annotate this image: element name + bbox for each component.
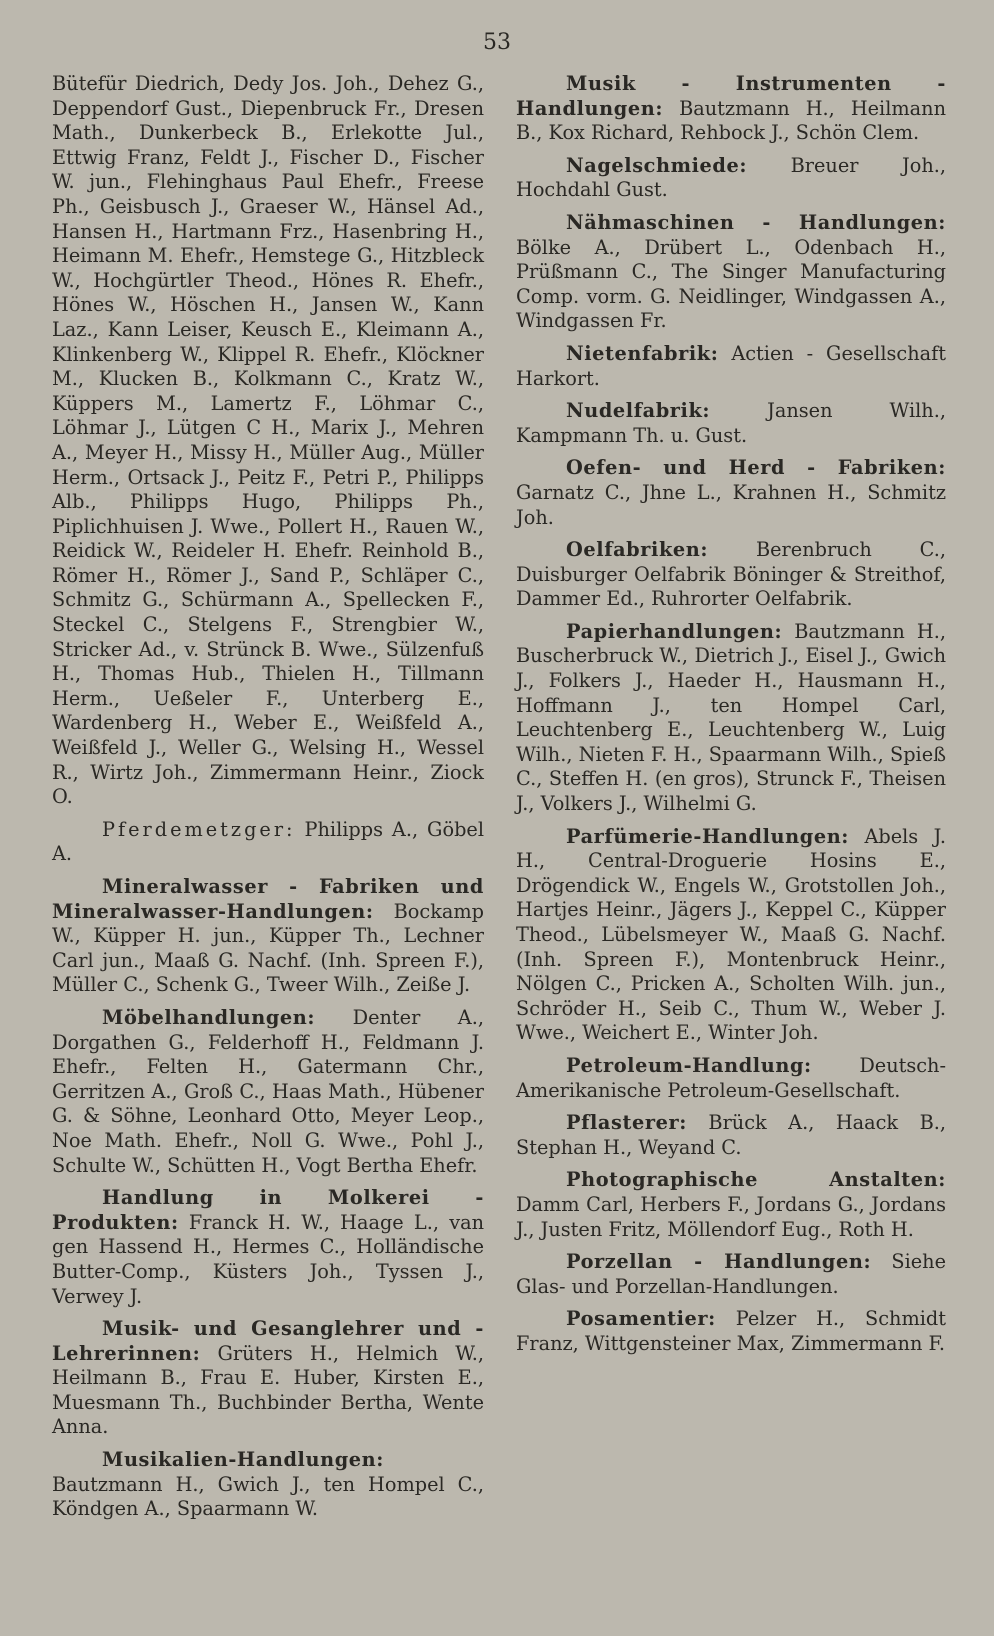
category-entries: Brück A., Haack B., Stephan H., Weyand C. [516, 1111, 946, 1159]
category-entries: Bautzmann H., Buscherbruck W., Dietrich J., Eisel J., Gwich J., Folkers J., Haeder H., Hausmann H., Hoffmann J., ten Hompel Carl, Leuchtenberg E., Leuchtenberg W., Luig Wilh., Nieten F. H., Spaarmann Wilh., Spieß C., Steffen H. (en gros), Strunck F., Theisen J., Volkers J., Wilhelmi G. [516, 619, 946, 816]
category-moebel [52, 1006, 484, 1178]
category-photographie [516, 1168, 946, 1242]
category-heading: Petroleum-Handlung: [566, 1053, 812, 1077]
category-entries: Deutsch-Amerikanische Petroleum-Gesellschaft. [516, 1053, 946, 1102]
category-heading: Oelfabriken: [566, 538, 709, 562]
category-heading: Handlung in Molkerei - Produkten: [52, 1186, 484, 1234]
category-heading: Parfümerie-Handlungen: [566, 824, 850, 848]
category-heading: Porzellan - Handlungen: [566, 1250, 872, 1274]
category-entries: Jansen Wilh., Kampmann Th. u. Gust. [516, 399, 946, 447]
category-nudelfabrik [516, 399, 946, 448]
category-heading: Nietenfabrik: [566, 341, 719, 365]
category-nagelschmiede [516, 154, 946, 203]
category-heading: Musik- und Gesanglehrer und -Lehrerinnen: [52, 1317, 484, 1365]
category-mineralwasser [52, 875, 484, 998]
category-heading: Mineralwasser - Fabriken und Mineralwasser-Handlungen: [52, 875, 484, 923]
category-entries: Berenbruch C., Duisburger Oelfabrik Böninger & Streithof, Dammer Ed., Ruhrorter Oelfabrik. [516, 538, 946, 611]
category-musiklehrer [52, 1317, 484, 1440]
category-entries: Philipps A., Göbel A. [52, 817, 484, 866]
category-entries: Grüters H., Helmich W., Heilmann B., Frau E. Huber, Kirsten E., Muesmann Th., Buchbinder Bertha, Wente Anna. [52, 1341, 484, 1439]
category-oelfabriken [516, 538, 946, 612]
category-naehmaschinen [516, 211, 946, 334]
category-entries: Damm Carl, Herbers F., Jordans G., Jordans J., Justen Fritz, Möllendorf Eug., Roth H. [516, 1192, 946, 1241]
category-entries: Denter A., Dorgathen G., Felderhoff H., Feldmann J. Ehefr., Felten H., Gatermann Chr., Gerritzen A., Groß C., Haas Math., Hübener G. & Söhne, Leonhard Otto, Meyer Leop., Noe Math. Ehefr., Noll G. Wwe., Pohl J., Schulte W., Schütten H., Vogt Bertha Ehefr. [52, 1005, 484, 1177]
category-heading: Pferdemetzger: [102, 817, 296, 841]
category-porzellan [516, 1250, 946, 1299]
category-heading: Nagelschmiede: [566, 153, 748, 177]
category-entries: Siehe Glas- und Porzellan-Handlungen. [516, 1250, 946, 1298]
category-heading: Möbelhandlungen: [102, 1005, 316, 1029]
category-entries: Abels J. H., Central-Droguerie Hosins E., Drögendick W., Engels W., Grotstollen Joh., Hartjes Heinr., Jägers J., Keppel C., Küpper Theod., Lübelsmeyer W., Maaß G. Nachf. (Inh. Spreen F.), Montenbruck Heinr., Nölgen C., Pricken A., Scholten Wilh. jun., Schröder H., Seib C., Thum W., Weber J. Wwe., Weichert E., Winter Joh. [516, 824, 946, 1045]
category-instrumente [516, 72, 946, 146]
category-molkerei [52, 1186, 484, 1309]
category-entries: Bölke A., Drübert L., Odenbach H., Prüßmann C., The Singer Manufacturing Comp. vorm. G. Neidlinger, Windgassen A., Windgassen Fr. [516, 235, 946, 333]
category-heading: Nähmaschinen - Handlungen: [566, 210, 946, 234]
category-posamentier [516, 1307, 946, 1356]
entry-list: Bütefür Diedrich, Dedy Jos. Joh., Dehez G., Deppendorf Gust., Diepenbruck Fr., Dresen Math., Dunkerbeck B., Erlekotte Jul., Ettwig Franz, Feldt J., Fischer D., Fischer W. jun., Flehinghaus Paul Ehefr., Freese Ph., Geisbusch J., Graeser W., Hänsel Ad., Hansen H., Hartmann Frz., Hasenbring H., Heimann M. Ehefr., Hemstege G., Hitzbleck W., Hochgürtler Theod., Hönes R. Ehefr., Hönes W., Höschen H., Jansen W., Kann Laz., Kann Leiser, Keusch E., Kleimann A., Klinkenberg W., Klippel R. Ehefr., Klöckner M., Klucken B., Kolkmann C., Kratz W., Küppers M., Lamertz F., Löhmar C., Löhmar J., Lütgen C H., Marix J., Mehren A., Meyer H., Missy H., Müller Aug., Müller Herm., Ortsack J., Peitz F., Petri P., Philipps Alb., Philipps Hugo, Philipps Ph., Piplichhuisen J. Wwe., Pollert H., Rauen W., Reidick W., Reideler H. Ehefr. Reinhold B., Römer H., Römer J., Sand P., Schläper C., Schmitz G., Schürmann A., Spellecken F., Steckel C., Stelgens F., Strengbier W., Stricker Ad., v. Strünck B. Wwe., Sülzenfuß H., Thomas Hub., Thielen H., Tillmann Herm., Ueßeler F., Unterberg E., Wardenberg H., Weber E., Weißfeld A., Weißfeld J., Weller G., Welsing H., Wessel R., Wirtz Joh., Zimmermann Heinr., Ziock O. [52, 72, 484, 809]
category-entries: Franck H. W., Haage L., van gen Hassend H., Hermes C., Holländische Butter-Comp., Küsters Joh., Tyssen J., Verwey J. [52, 1210, 484, 1308]
category-petroleum [516, 1054, 946, 1103]
category-papier [516, 620, 946, 817]
category-heading: Pflasterer: [566, 1111, 687, 1135]
right-column [516, 72, 946, 1357]
category-heading: Musik - Instrumenten - Handlungen: [516, 72, 946, 120]
category-heading: Musikalien-Handlungen: [102, 1448, 384, 1472]
category-heading: Nudelfabrik: [566, 399, 711, 423]
category-heading: Oefen- und Herd - Fabriken: [566, 456, 946, 480]
category-parfuemerie [516, 825, 946, 1046]
left-column [52, 72, 484, 1522]
page-number: 53 [483, 30, 511, 55]
category-oefen [516, 456, 946, 530]
category-heading: Photographische Anstalten: [566, 1168, 946, 1192]
category-nietenfabrik [516, 342, 946, 391]
category-heading: Papierhandlungen: [566, 619, 783, 643]
category-musikalien [52, 1448, 484, 1522]
category-pflasterer [516, 1111, 946, 1160]
category-entries: Actien - Gesellschaft Harkort. [516, 341, 946, 390]
category-entries: Bockamp W., Küpper H. jun., Küpper Th., Lechner Carl jun., Maaß G. Nachf. (Inh. Spreen F.), Müller C., Schenk G., Tweer Wilh., Zeiße J. [52, 899, 484, 997]
category-entries: Bautzmann H., Gwich J., ten Hompel C., Köndgen A., Spaarmann W. [52, 1472, 484, 1521]
category-heading: Posamentier: [566, 1307, 716, 1331]
category-entries: Breuer Joh., Hochdahl Gust. [516, 153, 946, 202]
category-entries: Bautzmann H., Heilmann B., Kox Richard, Rehbock J., Schön Clem. [516, 96, 946, 145]
category-entries: Pelzer H., Schmidt Franz, Wittgensteiner Max, Zimmermann F. [516, 1307, 946, 1355]
category-pferdemetzger [52, 818, 484, 867]
category-entries: Garnatz C., Jhne L., Krahnen H., Schmitz Joh. [516, 480, 946, 529]
